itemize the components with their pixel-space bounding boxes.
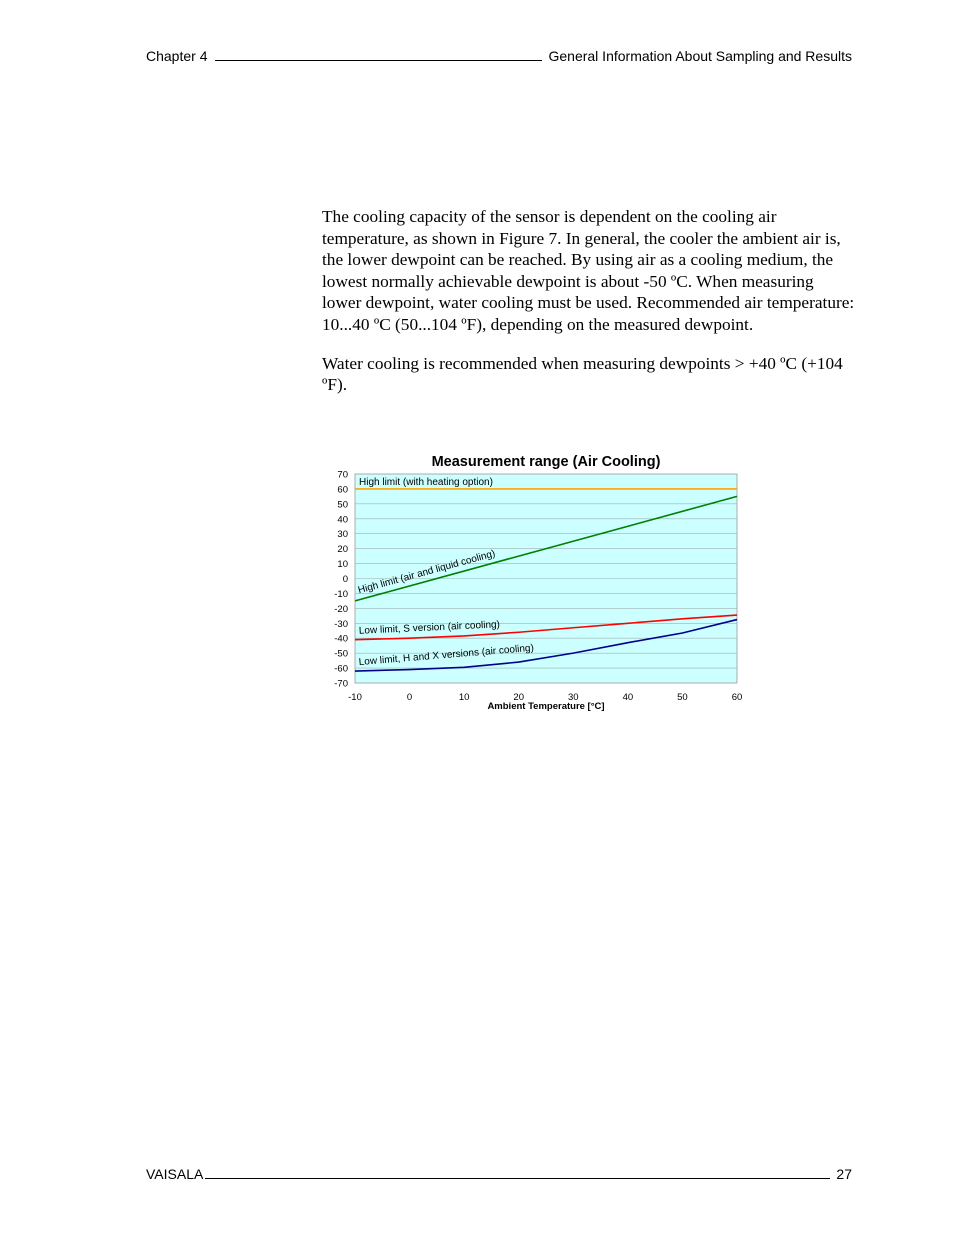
series-label-high-limit-heating: High limit (with heating option) bbox=[359, 476, 493, 488]
footer-rule bbox=[205, 1178, 830, 1179]
x-tick-label: 0 bbox=[406, 692, 413, 703]
paragraph-water-cooling: Water cooling is recommended when measuring dewpoints > +40 ºC (+104 ºF). bbox=[322, 353, 843, 395]
page-number: 27 bbox=[836, 1166, 852, 1182]
chart-svg bbox=[330, 448, 750, 720]
y-tick-label: 0 bbox=[342, 574, 348, 585]
series-label-low-limit-hx: Low limit, H and X versions (air cooling) bbox=[358, 642, 535, 669]
y-tick-label: -70 bbox=[334, 678, 348, 690]
y-tick-label: 10 bbox=[337, 559, 348, 571]
y-tick-label: 70 bbox=[337, 469, 348, 481]
series-label-low-limit-s: Low limit, S version (air cooling) bbox=[358, 619, 501, 637]
measurement-range-chart bbox=[330, 448, 750, 720]
x-tick-label: 50 bbox=[677, 692, 688, 703]
x-axis-label: Ambient Temperature [°C] bbox=[487, 701, 605, 712]
series-label-high-limit-air-liquid: High limit (air and liquid cooling) bbox=[356, 548, 497, 597]
y-tick-label: 40 bbox=[337, 514, 348, 526]
y-tick-label: -60 bbox=[334, 663, 348, 675]
x-tick-label: 60 bbox=[731, 692, 743, 703]
x-tick-label: 40 bbox=[622, 692, 634, 703]
page-footer bbox=[146, 1166, 852, 1182]
company-name: VAISALA bbox=[146, 1166, 204, 1182]
header-rule bbox=[215, 60, 542, 61]
x-tick-label: 20 bbox=[513, 692, 525, 703]
body-text bbox=[322, 206, 857, 413]
y-tick-label: -10 bbox=[334, 588, 348, 600]
y-tick-label: 60 bbox=[337, 484, 348, 496]
y-tick-label: 50 bbox=[337, 499, 348, 511]
paragraph-cooling-capacity: The cooling capacity of the sensor is dependent on the cooling air temperature, as shown in Figure 7. In general, the cooler the ambient air is, the lower dewpoint can be reached. By using air as a cooling medium, the lowest normally achievable dewpoint is about -50 ºC. When measuring lower dewpoint, water cooling must be used. Recommended air temperature: 10...40 ºC (50...104 ºF), depending on the measured dewpoint. bbox=[322, 207, 855, 334]
y-tick-label: -20 bbox=[334, 603, 348, 615]
y-tick-label: 20 bbox=[337, 544, 348, 556]
page-header bbox=[146, 48, 852, 64]
chart-title: Measurement range (Air Cooling) bbox=[431, 454, 661, 470]
section-title: General Information About Sampling and Results bbox=[548, 48, 852, 64]
y-tick-label: -50 bbox=[334, 648, 348, 660]
x-tick-label: 30 bbox=[567, 692, 579, 703]
y-tick-label: 30 bbox=[337, 529, 348, 541]
y-tick-label: -40 bbox=[334, 633, 348, 645]
chapter-label: Chapter 4 bbox=[146, 48, 208, 64]
x-tick-label: 10 bbox=[458, 692, 470, 703]
x-tick-label: -10 bbox=[348, 692, 362, 703]
y-tick-label: -30 bbox=[334, 618, 348, 630]
